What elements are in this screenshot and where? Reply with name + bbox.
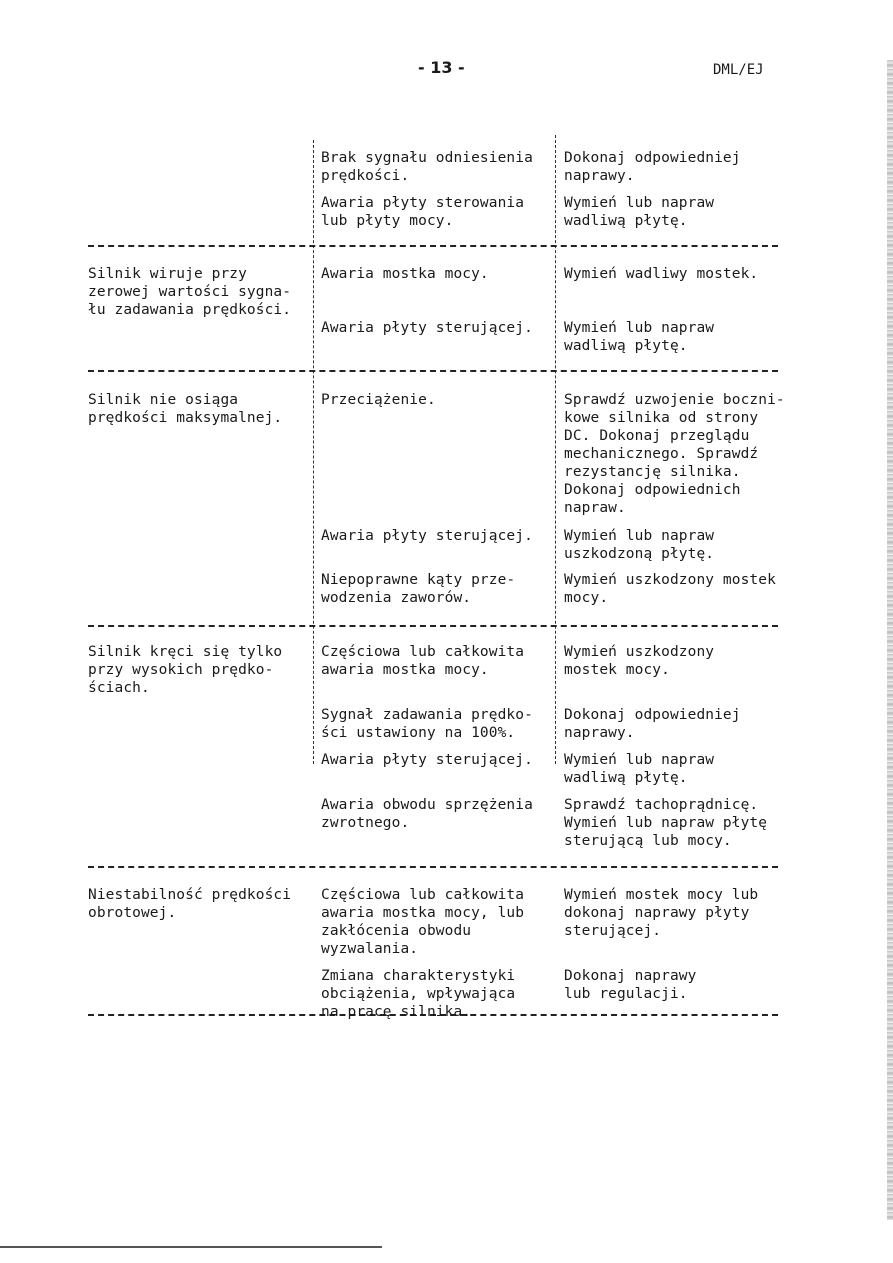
fault-cause: Awaria płyty sterującej. [321, 320, 533, 336]
scan-bottom-line [0, 1246, 382, 1248]
row-separator [88, 245, 778, 247]
corrective-action: Dokonaj odpowiedniej naprawy. [564, 707, 741, 741]
fault-cause: Awaria płyty sterującej. [321, 752, 533, 768]
fault-cause: Awaria obwodu sprzężenia zwrotnego. [321, 797, 533, 831]
corrective-action: Wymień mostek mocy lub dokonaj naprawy płyty sterującej. [564, 887, 759, 939]
corrective-action: Sprawdź uzwojenie boczni- kowe silnika od strony DC. Dokonaj przeglądu mechanicznego. Sprawdź rezystancję silnika. Dokonaj odpowiednich napraw. [564, 392, 785, 516]
page-number: - 13 - [418, 58, 465, 77]
fault-cause: Zmiana charakterystyki obciążenia, wpływająca na pracę silnika. [321, 968, 516, 1020]
fault-cause: Brak sygnału odniesienia prędkości. [321, 150, 533, 184]
column-divider-right [555, 135, 556, 764]
scan-edge-artifact [887, 60, 893, 1220]
corrective-action: Wymień lub napraw wadliwą płytę. [564, 320, 715, 354]
corrective-action: Wymień lub napraw uszkodzoną płytę. [564, 528, 715, 562]
document-code: DML/EJ [713, 62, 764, 78]
fault-cause: Awaria płyty sterowania lub płyty mocy. [321, 195, 525, 229]
fault-cause: Częściowa lub całkowita awaria mostka mocy. [321, 644, 525, 678]
fault-cause: Niepoprawne kąty prze- wodzenia zaworów. [321, 572, 516, 606]
corrective-action: Dokonaj odpowiedniej naprawy. [564, 150, 741, 184]
corrective-action: Dokonaj naprawy lub regulacji. [564, 968, 697, 1002]
corrective-action: Wymień wadliwy mostek. [564, 266, 759, 282]
fault-symptom: Niestabilność prędkości obrotowej. [88, 887, 292, 921]
fault-cause: Częściowa lub całkowita awaria mostka mocy, lub zakłócenia obwodu wyzwalania. [321, 887, 525, 957]
page-header [0, 58, 893, 82]
row-separator [88, 625, 778, 627]
corrective-action: Wymień lub napraw wadliwą płytę. [564, 195, 715, 229]
fault-cause: Przeciążenie. [321, 392, 436, 408]
fault-cause: Sygnał zadawania prędko- ści ustawiony na 100%. [321, 707, 533, 741]
corrective-action: Sprawdź tachoprądnicę. Wymień lub napraw płytę sterującą lub mocy. [564, 797, 768, 849]
corrective-action: Wymień lub napraw wadliwą płytę. [564, 752, 715, 786]
row-separator [88, 866, 778, 868]
corrective-action: Wymień uszkodzony mostek mocy. [564, 572, 776, 606]
fault-symptom: Silnik wiruje przy zerowej wartości sygna- łu zadawania prędkości. [88, 266, 292, 318]
fault-symptom: Silnik kręci się tylko przy wysokich prędko- ściach. [88, 644, 283, 696]
fault-symptom: Silnik nie osiąga prędkości maksymalnej. [88, 392, 283, 426]
column-divider-left [313, 140, 314, 764]
fault-cause: Awaria płyty sterującej. [321, 528, 533, 544]
row-separator [88, 370, 778, 372]
fault-cause: Awaria mostka mocy. [321, 266, 489, 282]
corrective-action: Wymień uszkodzony mostek mocy. [564, 644, 715, 678]
